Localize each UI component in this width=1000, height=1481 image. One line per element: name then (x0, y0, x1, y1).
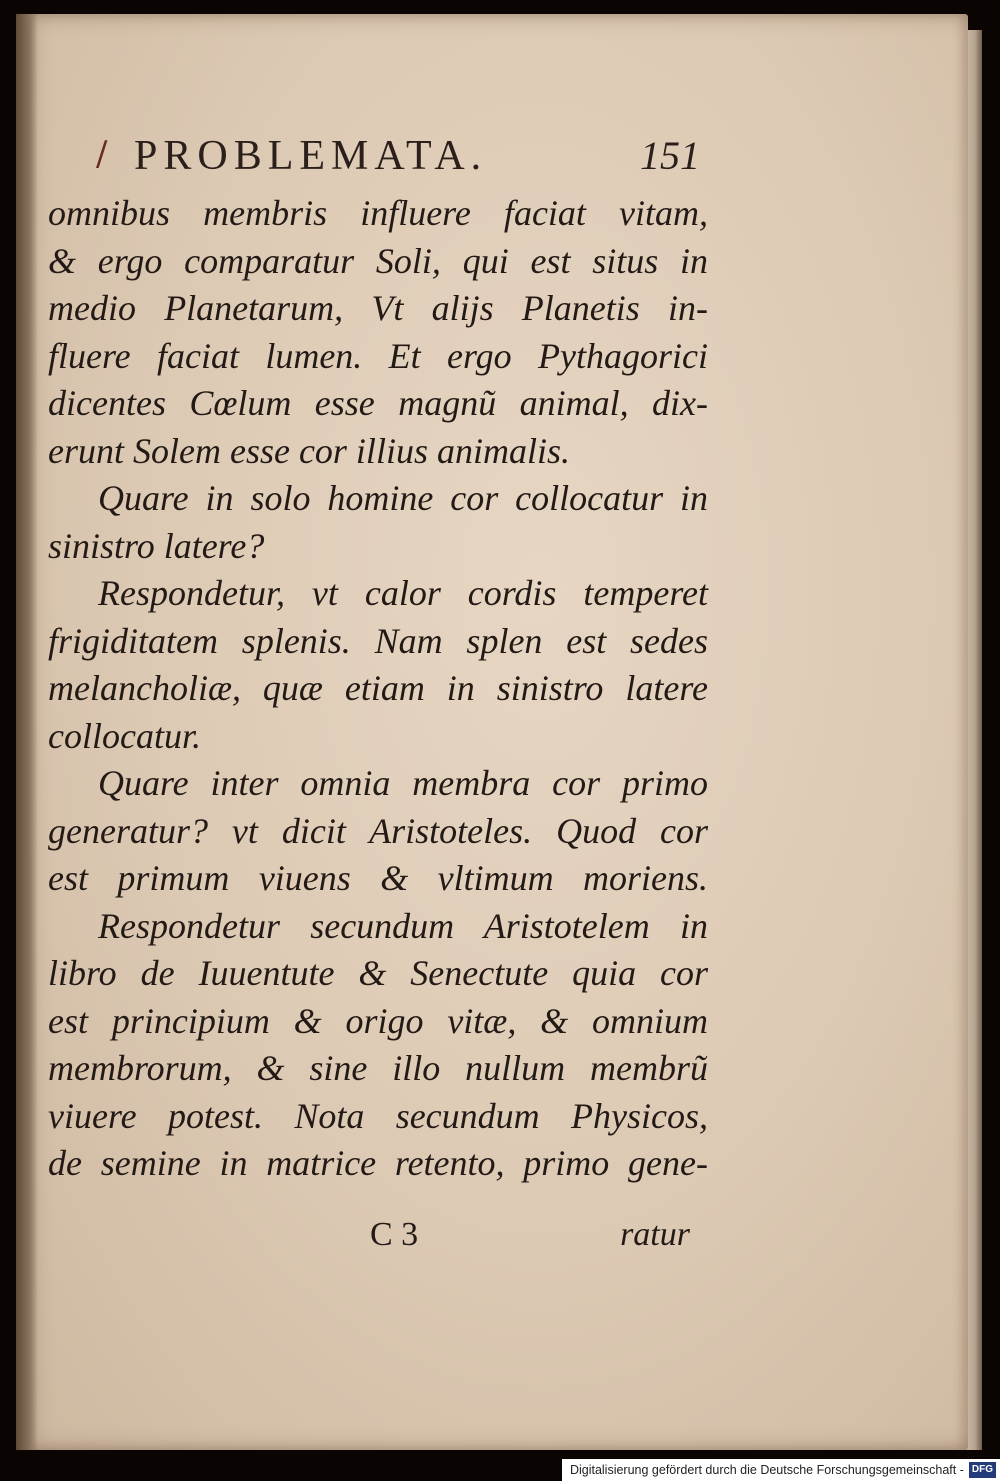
signature-mark: C 3 (370, 1216, 419, 1253)
text-line: est primum viuens & vltimum moriens. (48, 858, 708, 898)
page-binding-shadow (16, 14, 38, 1450)
text-line: & ergo comparatur Soli, qui est situs in (48, 240, 708, 281)
text-line: collocatur. (48, 715, 201, 756)
text-line: generatur? vt dicit Aristoteles. Quod cor (48, 810, 708, 851)
text-line: frigiditatem splenis. Nam splen est sedes (48, 620, 708, 661)
header-mark: / (96, 134, 108, 174)
answer-line: Respondetur, vt calor cordis temperet (98, 573, 708, 613)
answer-line: Respondetur secundum Aristotelem in (98, 905, 708, 946)
dfg-logo: DFG (969, 1462, 996, 1478)
text-line: viuere potest. Nota secundum Physicos, (48, 1095, 708, 1136)
text-line: dicentes Cœlum esse magnũ animal, dix- (48, 383, 708, 423)
text-line: erunt Solem esse cor illius animalis. (48, 430, 570, 471)
text-line: sinistro latere? (48, 525, 265, 566)
text-line: libro de Iuuentute & Senectute quia cor (48, 953, 708, 993)
catchword: ratur (620, 1216, 690, 1253)
running-title: PROBLEMATA. (134, 133, 488, 179)
text-line: de semine in matrice retento, primo gene- (48, 1143, 708, 1183)
question-line: Quare in solo homine cor collocatur in (98, 478, 708, 518)
folio-number: 151 (640, 133, 700, 178)
text-line: omnibus membris influere faciat vitam, (48, 193, 708, 233)
text-line: fluere faciat lumen. Et ergo Pythagorici (48, 335, 708, 376)
question-line: Quare inter omnia membra cor primo (98, 763, 708, 803)
watermark-text: Digitalisierung gefördert durch die Deutsche Forschungsgemeinschaft - (569, 1463, 964, 1477)
funding-watermark (562, 1459, 1000, 1481)
text-line: medio Planetarum, Vt alijs Planetis in- (48, 288, 708, 328)
text-block (48, 190, 708, 1188)
page-footer (370, 1216, 700, 1266)
running-header (96, 128, 700, 188)
text-line: membrorum, & sine illo nullum membrũ (48, 1048, 708, 1088)
text-line: est principium & origo vitæ, & omnium (48, 1000, 708, 1041)
text-line: melancholiæ, quæ etiam in sinistro latere (48, 668, 708, 708)
